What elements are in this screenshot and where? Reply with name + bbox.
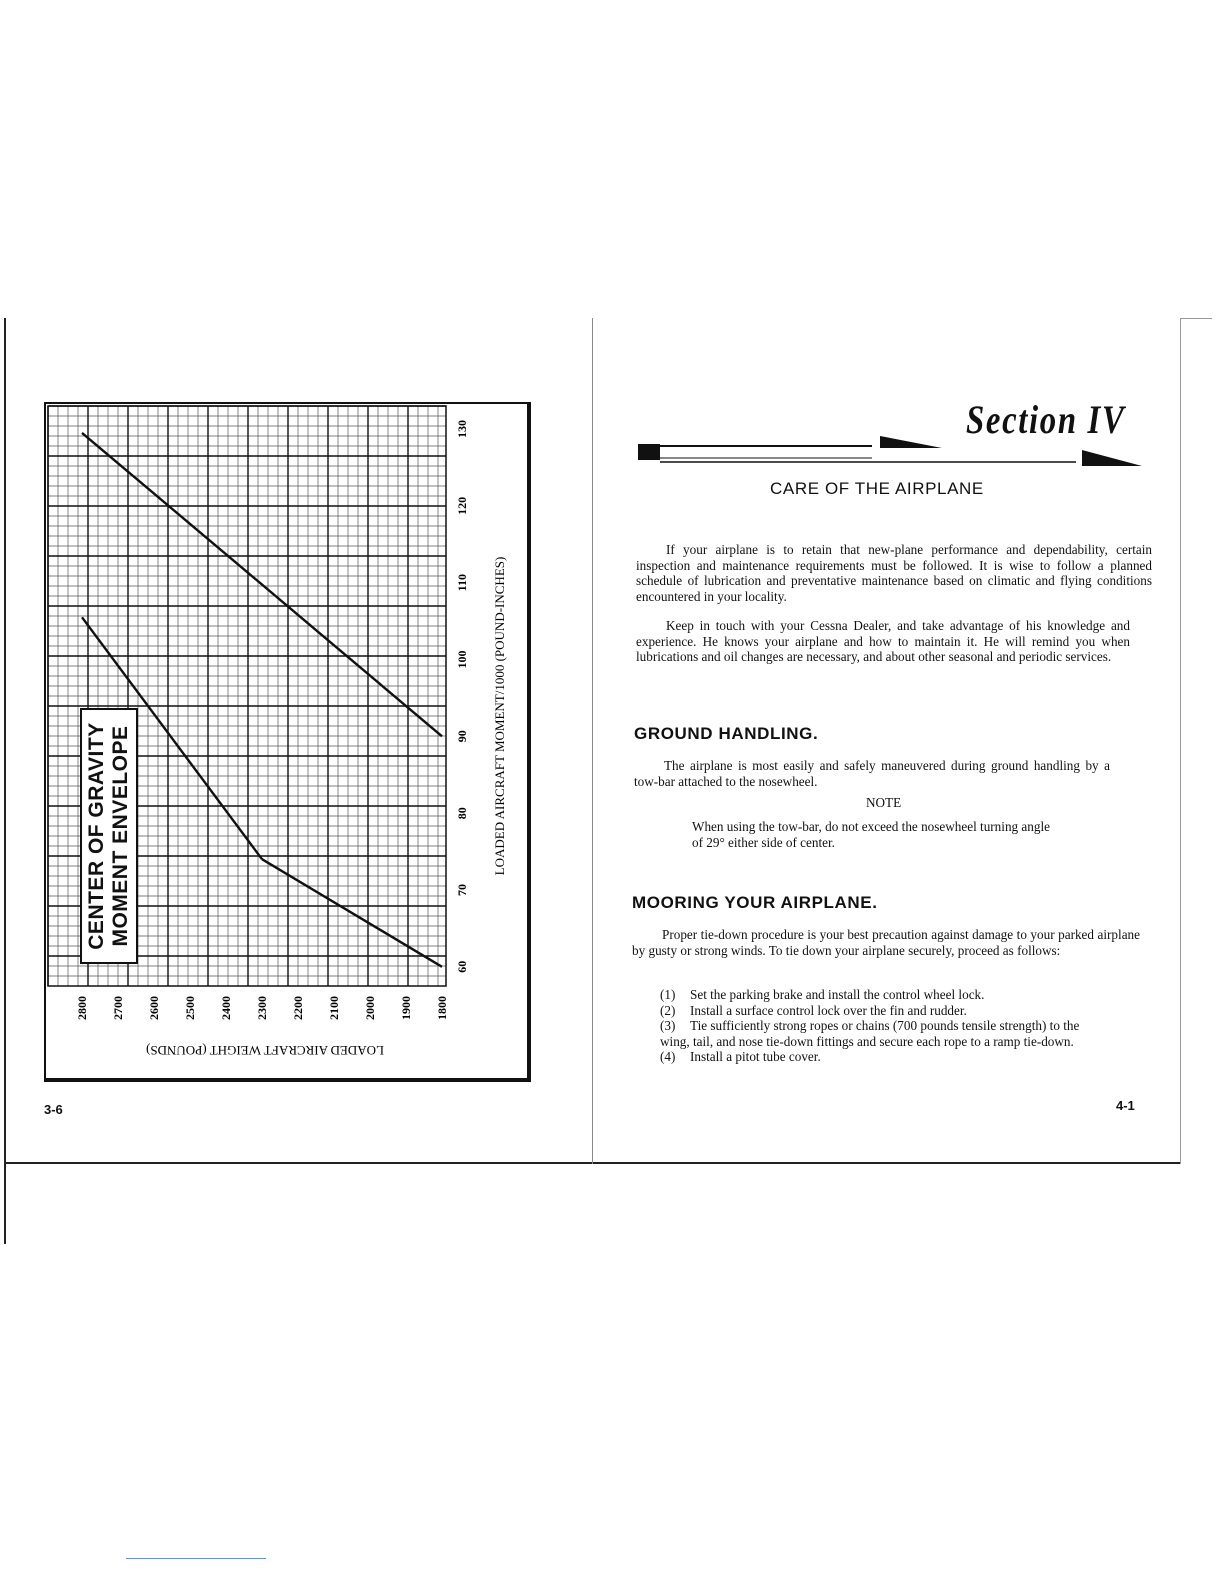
x-tick-label: 110: [455, 574, 469, 592]
step-number: (1): [660, 987, 676, 1002]
step-text: Set the parking brake and install the control wheel lock.: [690, 987, 985, 1002]
ground-handling-paragraph: [634, 758, 1110, 789]
x-tick-label: 90: [455, 730, 469, 743]
step-number: (4): [660, 1049, 676, 1065]
mooring-heading: MOORING YOUR AIRPLANE.: [632, 893, 878, 912]
y-tick-label: 2100: [327, 996, 341, 1020]
divider-arrowhead-upper: [880, 436, 942, 448]
x-tick-label: 80: [455, 807, 469, 820]
tie-down-step: [660, 987, 1106, 1003]
left-margin-rule: [4, 318, 6, 1244]
tie-down-step: [660, 1049, 1106, 1065]
x-tick-label: 130: [455, 420, 469, 438]
tie-down-step: [660, 1018, 1106, 1049]
note-label: NOTE: [866, 795, 902, 810]
y-tick-label: 2400: [219, 996, 233, 1020]
x-tick-label: 120: [455, 496, 469, 515]
divider-arrowhead-lower: [1082, 450, 1142, 466]
step-text: Install a pitot tube cover.: [690, 1049, 821, 1065]
ground-handling-text: The airplane is most easily and safely maneuvered during ground handling by a tow-bar attached to the nosewheel.: [634, 758, 1110, 789]
envelope-forward-line-lower: [262, 859, 442, 967]
ground-handling-heading: GROUND HANDLING.: [634, 724, 819, 743]
divider-block: [638, 444, 660, 460]
section-subtitle: CARE OF THE AIRPLANE: [770, 479, 984, 498]
intro-paragraph-1: [636, 542, 1152, 604]
y-tick-label: 2200: [291, 996, 305, 1020]
y-tick-label: 2000: [363, 996, 377, 1020]
x-axis-title: LOADED AIRCRAFT MOMENT/1000 (POUND-INCHES): [492, 556, 507, 876]
x-tick-label: 70: [455, 884, 469, 896]
y-axis-title: LOADED AIRCRAFT WEIGHT (POUNDS): [146, 1043, 384, 1058]
intro-paragraph-2: [636, 618, 1130, 665]
intro-text-1: If your airplane is to retain that new-plane performance and dependability, certain inspection and maintenance requirements must be followed. It is wise to follow a planned schedule of lubrication and preventative maintenance based on climatic and flying conditions encountered in your locality.: [636, 542, 1152, 604]
tie-down-steps-list: [660, 987, 1106, 1065]
section-divider-arrows: [636, 428, 1146, 472]
chart-title-text: [85, 710, 133, 962]
center-gutter-rule: [592, 318, 593, 1164]
chart-title-box: [80, 708, 138, 964]
section-title: Section IV: [966, 397, 1126, 442]
y-tick-label: 1800: [435, 996, 449, 1020]
intro-text-2: Keep in touch with your Cessna Dealer, and take advantage of his knowledge and experience. He knows your airplane and how to maintain it. He will remind you when lubrications and oil changes are necessary, and about other seasonal and periodic services.: [636, 618, 1130, 665]
step-number: (3): [660, 1018, 676, 1034]
y-tick-label: 2800: [75, 996, 89, 1020]
mooring-text: Proper tie-down procedure is your best precaution against damage to your parked airplane by gusty or strong winds. To tie down your airplane securely, proceed as follows:: [632, 927, 1140, 958]
step-text: Install a surface control lock over the fin and rudder.: [690, 1002, 967, 1018]
tie-down-step: [660, 1003, 1106, 1019]
chart-title-line2: MOMENT ENVELOPE: [109, 725, 132, 947]
right-page-number: 4-1: [1116, 1098, 1135, 1113]
step-number: (2): [660, 1002, 676, 1018]
left-page-number: 3-6: [44, 1102, 63, 1117]
y-tick-label: 2600: [147, 996, 161, 1020]
x-tick-label: 100: [455, 650, 469, 669]
right-margin-rule: [1180, 318, 1181, 1164]
note-text: When using the tow-bar, do not exceed the nosewheel turning angle of 29° either side of center.: [692, 819, 1050, 850]
y-tick-label: 2500: [183, 996, 197, 1020]
y-tick-label: 2700: [111, 996, 125, 1020]
chart-title-line1: CENTER OF GRAVITY: [85, 722, 108, 950]
y-tick-label: 2300: [255, 996, 269, 1020]
step-text: Tie sufficiently strong ropes or chains (700 pounds tensile strength) to the wing, tail, and nose tie-down fittings and secure each rope to a ramp tie-down.: [660, 1018, 1080, 1049]
x-tick-label: 60: [455, 960, 469, 973]
top-right-corner-rule: [1180, 318, 1212, 319]
y-tick-label: 1900: [399, 996, 413, 1020]
mooring-paragraph: [632, 927, 1140, 958]
scan-artifact-line: [126, 1558, 266, 1559]
